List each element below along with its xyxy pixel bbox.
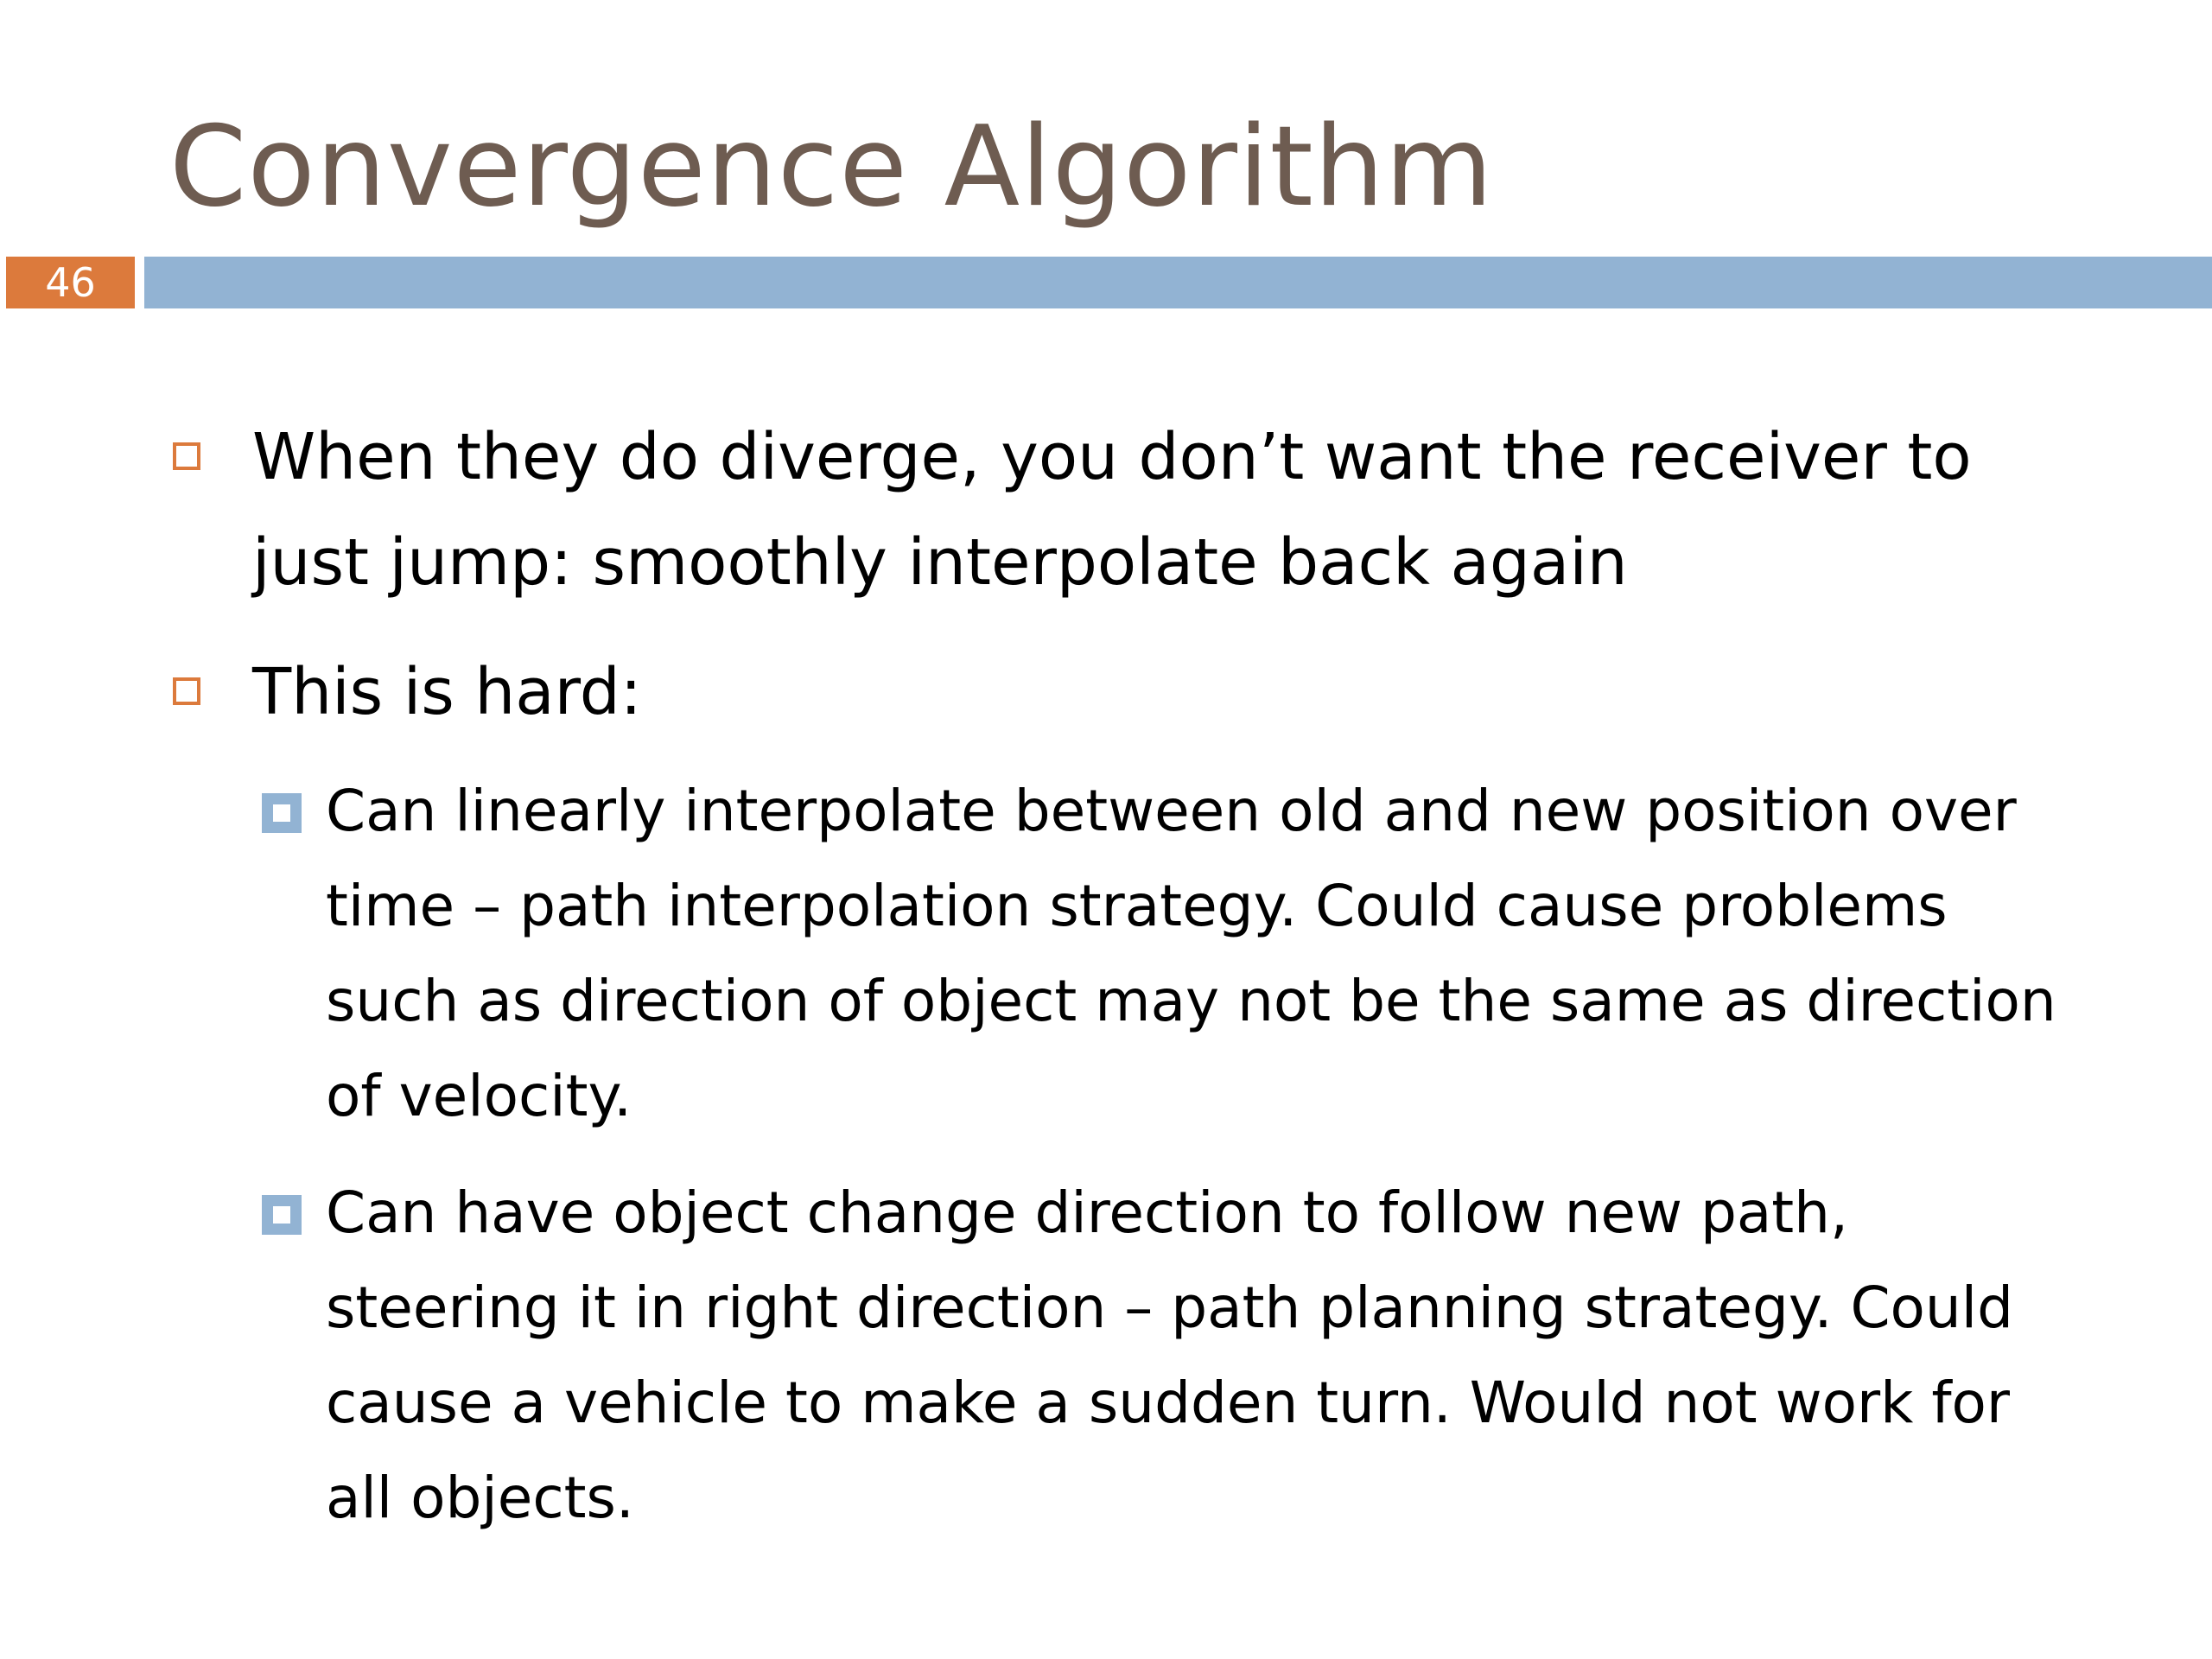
slide-number-badge: 46	[6, 257, 135, 308]
sub-bullet-item	[262, 764, 2085, 1144]
bullet-item	[173, 639, 2091, 745]
bullet-text: This is hard:	[252, 655, 642, 729]
hollow-square-bullet-icon	[173, 442, 200, 470]
title-divider-bar	[144, 257, 2212, 308]
hollow-square-bullet-icon	[173, 677, 200, 705]
bullet-item	[173, 404, 2091, 615]
square-bullet-icon	[262, 1195, 302, 1235]
square-bullet-icon	[262, 793, 302, 833]
sub-bullet-item	[262, 1166, 2085, 1546]
sub-bullet-text: Can have object change direction to follow new path, steering it in right direction – path planning strategy. Could cause a vehicle to make a sudden turn. Would not work for all objects.	[326, 1179, 2013, 1531]
bullet-text: When they do diverge, you don’t want the receiver to just jump: smoothly interpolate back again	[252, 420, 1972, 600]
slide-title: Convergence Algorithm	[169, 103, 1494, 232]
sub-bullet-text: Can linearly interpolate between old and new position over time – path interpolation strategy. Could cause problems such as direction of object may not be the same as direction of velocity.	[326, 778, 2056, 1129]
